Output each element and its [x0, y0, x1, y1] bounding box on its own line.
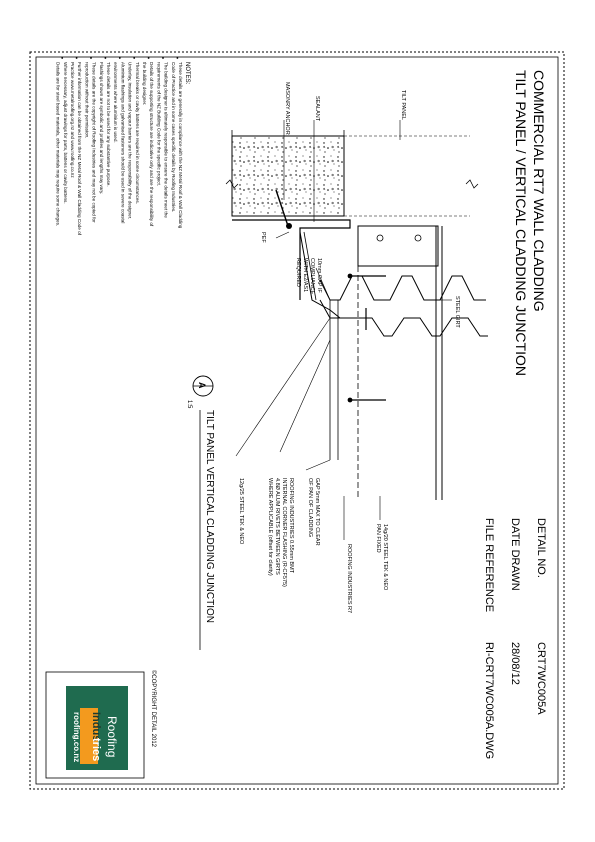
- notes-bullet: [119, 57, 121, 59]
- callout-flashing-4: WHERE APPLICABLE (offset for clarity): [267, 478, 273, 576]
- section-title: [186, 382, 215, 650]
- logo-word-tries: tries: [90, 738, 102, 762]
- callout-gap-2: COMPLIANCE: [309, 258, 315, 295]
- notes-bullet: [76, 57, 78, 59]
- title-block: [483, 70, 547, 759]
- notes-line: Details of the supporting structure are indicative only and are the responsibility of: [149, 62, 155, 227]
- notes-block: [56, 57, 190, 236]
- notes-bullet: [148, 57, 150, 59]
- callout-gap-1: 10mm GAP IF: [316, 258, 322, 293]
- steel-girt: [358, 226, 438, 266]
- section-caption: TILT PANEL VERTICAL CLADDING JUNCTION: [204, 410, 215, 624]
- tilt-panel: [232, 136, 344, 216]
- title-line1: COMMERCIAL RT7 WALL CLADDING: [531, 70, 547, 312]
- company-logo: [46, 672, 144, 778]
- notes-line: Where necessary, adjust drawings for parts, battens or cavity battens.: [62, 62, 68, 204]
- file-ref-value: RI-CRT7WC005A.DWG: [483, 642, 495, 760]
- section-letter: A: [197, 382, 207, 389]
- pef-rod: [286, 223, 292, 229]
- callout-flashing-1: ROOFING INDUSTRIES 0.55mm BMT: [288, 478, 294, 574]
- notes-bullet: [61, 57, 63, 59]
- title-line2: TILT PANEL / VERTICAL CLADDING JUNCTION: [513, 70, 529, 376]
- callout-flashing-3: 4.8Ø ALUM RIVETS BETWEEN GIRTS: [274, 478, 280, 575]
- date-value: 28/08/12: [509, 642, 521, 685]
- callout-gap5-1: GAP 5mm MAX TO CLEAR: [314, 478, 320, 546]
- date-label: DATE DRAWN: [509, 518, 521, 591]
- detail-drawing: [193, 120, 488, 540]
- notes-line: Aluminium flashings and galvanised fasteners should be used in severe coastal: [120, 62, 126, 224]
- notes-bullet: [177, 57, 179, 59]
- callout-product: ROOFING INDUSTRIES R7: [346, 544, 352, 614]
- notes-line: Flashings shown are symbolic and profiles and lengths may vary.: [98, 62, 104, 195]
- callout-masonry-anchor: MASONRY ANCHOR: [284, 82, 290, 135]
- corner-flashing: [232, 220, 350, 300]
- section-scale: 1:5: [186, 400, 192, 409]
- callout-pef: PEF: [260, 232, 266, 243]
- notes-line: Thermal breaks or cavity battens are required in some circumstances.: [134, 62, 140, 204]
- callout-screw-top-1: 14g/20 STEEL TEK & NEO: [382, 524, 388, 591]
- callout-sealant: SEALANT: [314, 96, 320, 122]
- logo-word-indus: Indus: [90, 712, 102, 742]
- callout-tilt-panel: TILT PANEL: [400, 90, 406, 120]
- notes-bullet: [133, 57, 135, 59]
- notes-line: These details are generally in compliance with the NZ Metal Roof & Wall Cladding: [178, 62, 183, 229]
- file-ref-label: FILE REFERENCE: [483, 518, 495, 613]
- notes-line: Further information can be obtained from the NZ Metal Roof & Wall Cladding Code of: [77, 62, 83, 235]
- logo-word-roofing: Roofing: [105, 716, 119, 758]
- callout-gap-4: REQUIRED: [295, 258, 301, 288]
- detail-no-label: DETAIL NO.: [535, 518, 547, 578]
- notes-line: Underlay, insulation and vapour barriers are the responsibility of the designer.: [127, 62, 133, 220]
- callout-screw-top-2: PAN FIXED: [375, 524, 381, 553]
- notes-bullet: [162, 57, 164, 59]
- detail-no-value: CRT7WC005A: [535, 642, 547, 715]
- notes-line: These details are not to be used for any substantive purpose.: [106, 62, 111, 187]
- notes-bullet: [105, 57, 107, 59]
- notes-line: These details are the copyright of Roofing Industries and may not be copied for: [91, 62, 97, 223]
- callout-steel-girt: STEEL GIRT: [454, 296, 460, 328]
- notes-line: reproduction without their permission.: [84, 62, 90, 139]
- callout-flashing-2: INTERNAL CORNER FLASHING (R-CF575): [281, 478, 287, 587]
- notes-line: Practice www.metalroofing.org.nz and www.roofing.co.nz: [70, 62, 75, 178]
- notes-line: environments where aluminium is used.: [113, 62, 119, 143]
- logo-url: roofing.co.nz: [72, 712, 81, 763]
- cladding-profile: [320, 276, 488, 336]
- notes-line: Code of Practice and in some cases specific details by Roofing Industries.: [170, 62, 176, 213]
- notes-heading: NOTES:: [184, 62, 190, 85]
- callout-gap-3: WITH E2/AS1: [302, 258, 308, 293]
- notes-line: requirements of the NZ Building Code for the specific project.: [156, 62, 162, 187]
- notes-line: The building designer is ultimately responsible to ensure the details meet the: [163, 62, 169, 218]
- copyright: ©COPYRIGHT DETAIL 2012: [150, 670, 156, 748]
- notes-line: the building designer.: [142, 62, 147, 106]
- break-line-right: [466, 180, 478, 188]
- screw-fixings: [348, 274, 386, 403]
- callout-screw-bottom: 12g/25 STEEL TEK & NEO: [238, 478, 244, 545]
- callout-gap5-2: OF PAN OF CLADDING: [307, 478, 313, 538]
- notes-line: Details are for steel based materials, other materials may require some changes.: [55, 62, 61, 227]
- notes-bullet: [90, 57, 92, 59]
